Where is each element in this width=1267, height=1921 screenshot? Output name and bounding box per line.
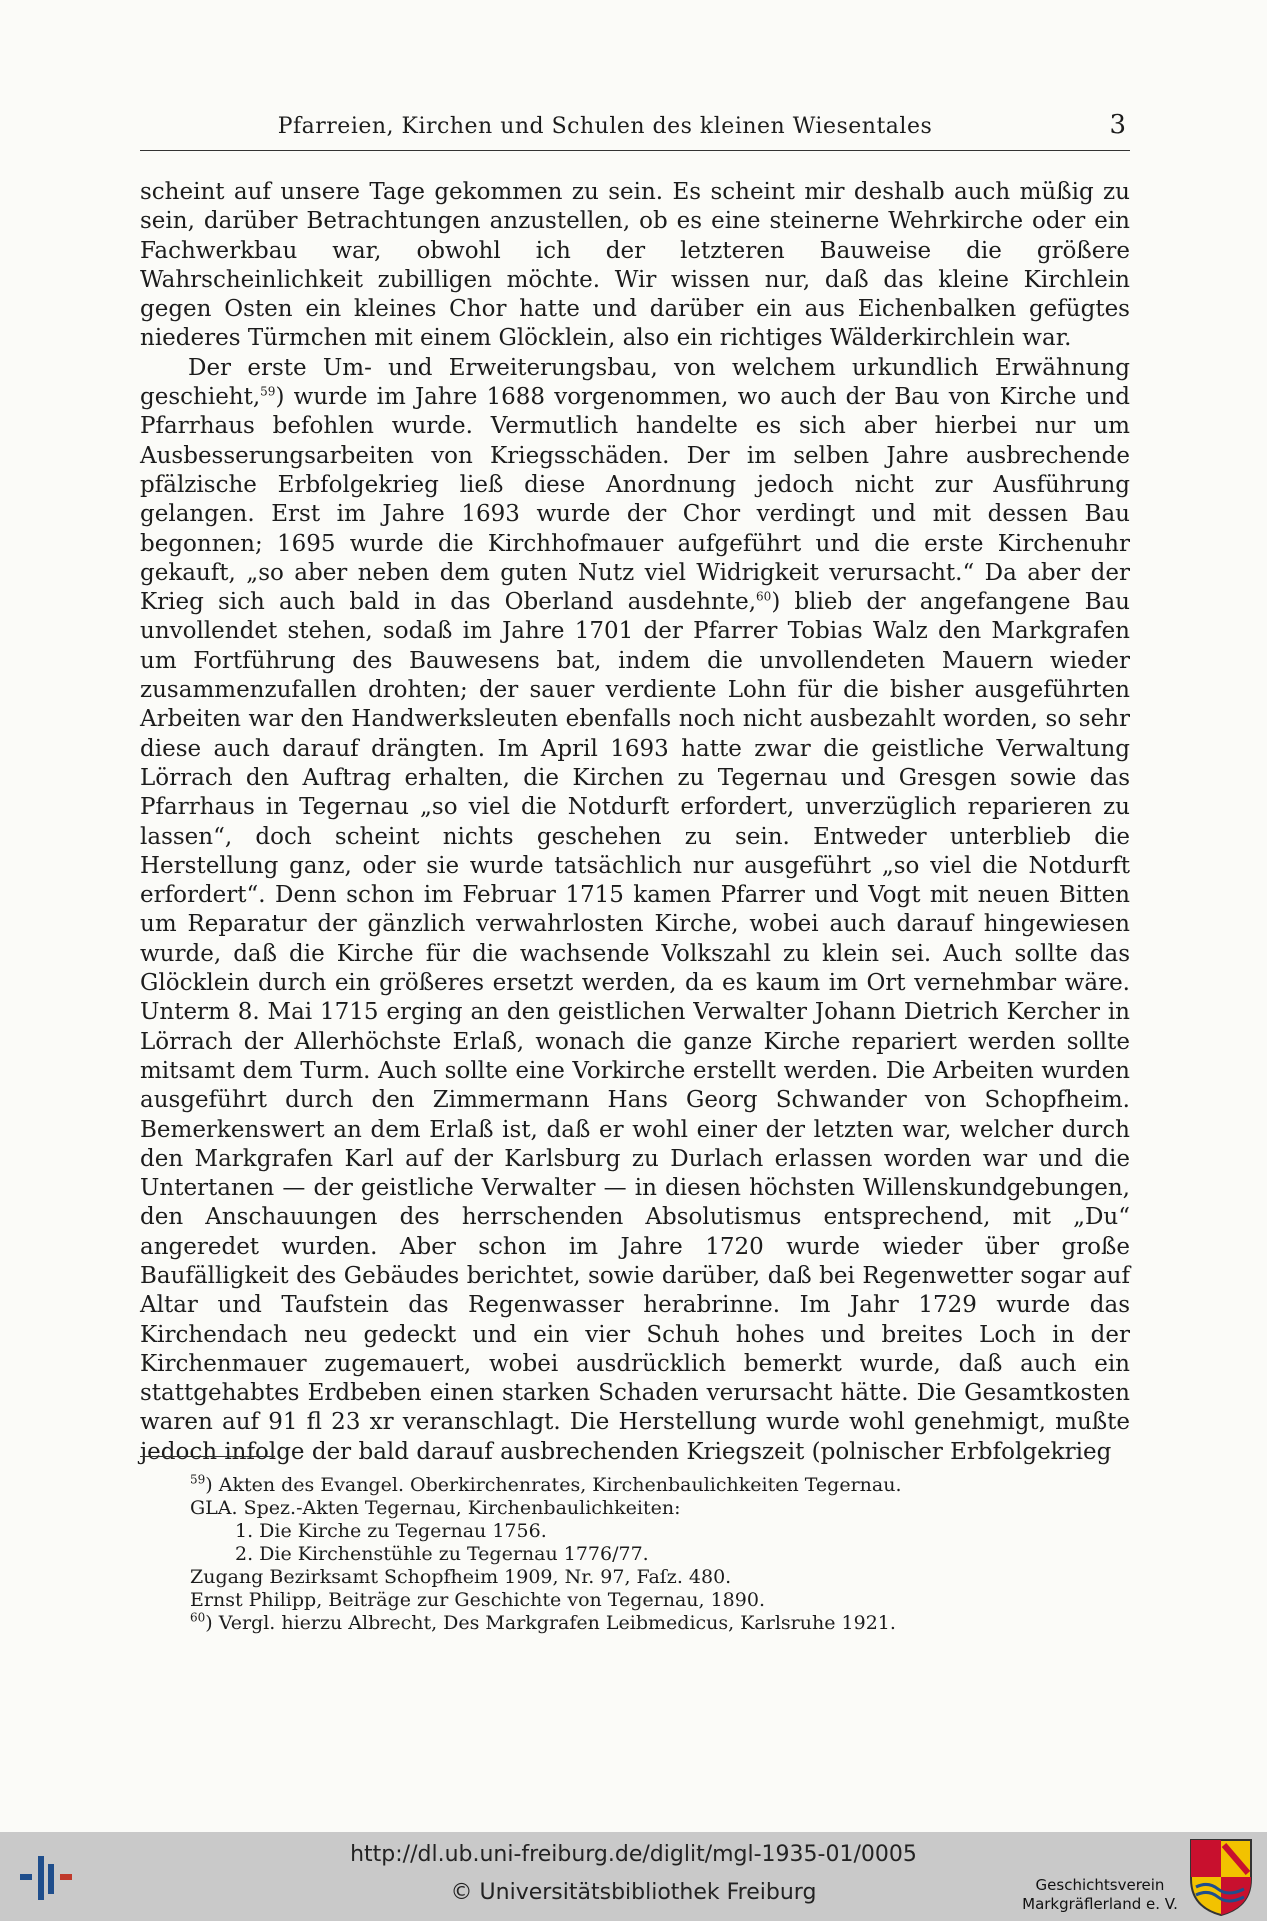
footnotes (190, 1474, 1090, 1635)
footnote-60 (190, 1612, 1090, 1635)
footnote-ref-59: 59 (260, 384, 276, 399)
footnote-line: Zugang Bezirksamt Schopfheim 1909, Nr. 97, Faſz. 480. (190, 1566, 732, 1588)
permalink-url[interactable]: http://dl.ub.uni-freiburg.de/diglit/mgl-1935-01/0005 (350, 1842, 917, 1867)
paragraph-2-part-a: Der erste Um- und Erweiterungsbau, von welchem urkundlich Erwähnung geschieht, (140, 354, 1130, 411)
paragraph-2 (140, 354, 1130, 1467)
coat-of-arms-icon (1188, 1837, 1254, 1917)
running-head-title: Pfarreien, Kirchen und Schulen des kleinen Wiesentales (277, 114, 933, 139)
page-number: 3 (1109, 110, 1126, 140)
paragraph-1: scheint auf unsere Tage gekommen zu sein. Es scheint mir deshalb auch müßig zu sein, darüber Betrachtungen anzustellen, ob es eine steinerne Wehrkirche oder ein Fachwerkbau war, obwohl ich der letzteren Bauweise die größere Wahrscheinlichkeit zubilligen möchte. Wir wissen nur, daß das kleine Kirchlein gegen Osten ein kleines Chor hatte und darüber ein aus Eichenbalken gefügtes niederes Türmchen mit einem Glöcklein, also ein richtiges Wälderkirchlein war. (140, 179, 1130, 352)
footnote-line: 2. Die Kirchenstühle zu Tegernau 1776/77. (235, 1543, 649, 1565)
running-head (140, 110, 1130, 151)
society-name-line2: Markgräflerland e. V. (1022, 1895, 1178, 1913)
footnote-line: 1. Die Kirche zu Tegernau 1756. (235, 1520, 547, 1542)
footnote-ref-60: 60 (756, 589, 772, 604)
footnote-59-text: ) Akten des Evangel. Oberkirchenrates, Kirchenbaulichkeiten Tegernau. (205, 1474, 902, 1496)
society-name (1020, 1876, 1180, 1914)
viewer-footer (0, 1832, 1267, 1921)
footnote-59 (190, 1474, 1090, 1497)
footnote-59-mark: 59 (190, 1472, 206, 1487)
paragraph-2-part-c: ) blieb der angefangene Bau unvollendet stehen, sodaß im Jahre 1701 der Pfarrer Tobias Walz den Markgrafen um Fortführung des Bauwesens bat, indem die unvollendeten Mauern wieder zusammenzufallen drohten; der sauer verdiente Lohn für die bisher ausgeführten Arbeiten war den Handwerksleuten ebenfalls noch nicht ausbezahlt worden, so sehr diese auch darauf drängten. Im April 1693 hatte zwar die geistliche Verwaltung Lörrach den Auftrag erhalten, die Kirchen zu Tegernau und Gresgen sowie das Pfarrhaus in Tegernau „so viel die Notdurft erfordert, unverzüglich reparieren zu lassen“, doch scheint nichts geschehen zu sein. Entweder unterblieb die Herstellung ganz, oder sie wurde tatsächlich nur ausgeführt „so viel die Notdurft erfordert“. Denn schon im Februar 1715 kamen Pfarrer und Vogt mit neuen Bitten um Reparatur der gänzlich verwahrlosten Kirche, wobei auch darauf hingewiesen wurde, daß die Kirche für die wachsende Volkszahl zu klein sei. Auch sollte das Glöcklein durch ein größeres ersetzt werden, da es kaum im Ort vernehmbar wäre. Unterm 8. Mai 1715 erging an den geistlichen Verwalter Johann Dietrich Kercher in Lörrach der Allerhöchste Erlaß, wonach die ganze Kirche repariert werden sollte mitsamt dem Turm. Auch sollte eine Vorkirche erstellt werden. Die Arbeiten wurden ausgeführt durch den Zimmermann Hans Georg Schwander von Schopfheim. Bemerkenswert an dem Erlaß ist, daß er wohl einer der letzten war, welcher durch den Markgrafen Karl auf der Karlsburg zu Durlach erlassen worden war und die Untertanen — der geistliche Verwalter — in diesen höchsten Willenskundgebungen, den Anschauungen des herrschenden Absolutismus entsprechend, mit „Du“ angeredet wurden. Aber schon im Jahre 1720 wurde wieder über große Baufälligkeit des Gebäudes berichtet, sowie darüber, daß bei Regenwetter sogar auf Altar und Taufstein das Regenwasser herabrinne. Im Jahr 1729 wurde das Kirchendach neu gedeckt und ein vier Schuh hohes und breites Loch in der Kirchenmauer zugemauert, wobei ausdrücklich bemerkt wurde, daß auch ein stattgehabtes Erdbeben einen starken Schaden verursacht hätte. Die Gesamtkosten waren auf 91 fl 23 xr veranschlagt. Die Herstellung wurde wohl genehmigt, mußte jedoch infolge der bald darauf ausbrechenden Kriegszeit (polnischer Erbfolgekrieg (140, 589, 1130, 1465)
society-name-line1: Geschichtsverein (1035, 1876, 1165, 1894)
footnote-line: Ernst Philipp, Beiträge zur Geschichte von Tegernau, 1890. (190, 1589, 765, 1611)
footnote-line: GLA. Spez.-Akten Tegernau, Kirchenbaulichkeiten: (190, 1497, 681, 1519)
body-text (140, 178, 1130, 1467)
footnote-divider (140, 1456, 275, 1457)
footnote-60-text: ) Vergl. hierzu Albrecht, Des Markgrafen Leibmedicus, Karlsruhe 1921. (205, 1612, 896, 1634)
footnote-60-mark: 60 (190, 1610, 206, 1625)
paragraph-2-part-b: ) wurde im Jahre 1688 vorgenommen, wo auch der Bau von Kirche und Pfarrhaus befohlen wurde. Vermutlich handelte es sich aber hierbei nur um Ausbesserungsarbeiten von Kriegsschäden. Der im selben Jahre ausbrechende pfälzische Erbfolgekrieg ließ diese Anordnung jedoch nicht zur Ausführung gelangen. Erst im Jahre 1693 wurde der Chor verdingt und mit dessen Bau begonnen; 1695 wurde die Kirchhofmauer aufgeführt und die erste Kirchenuhr gekauft, „so aber neben dem guten Nutz viel Widrigkeit verursacht.“ Da aber der Krieg sich auch bald in das Oberland ausdehnte, (140, 384, 1130, 616)
copyright-notice: © Universitätsbibliothek Freiburg (450, 1880, 817, 1905)
